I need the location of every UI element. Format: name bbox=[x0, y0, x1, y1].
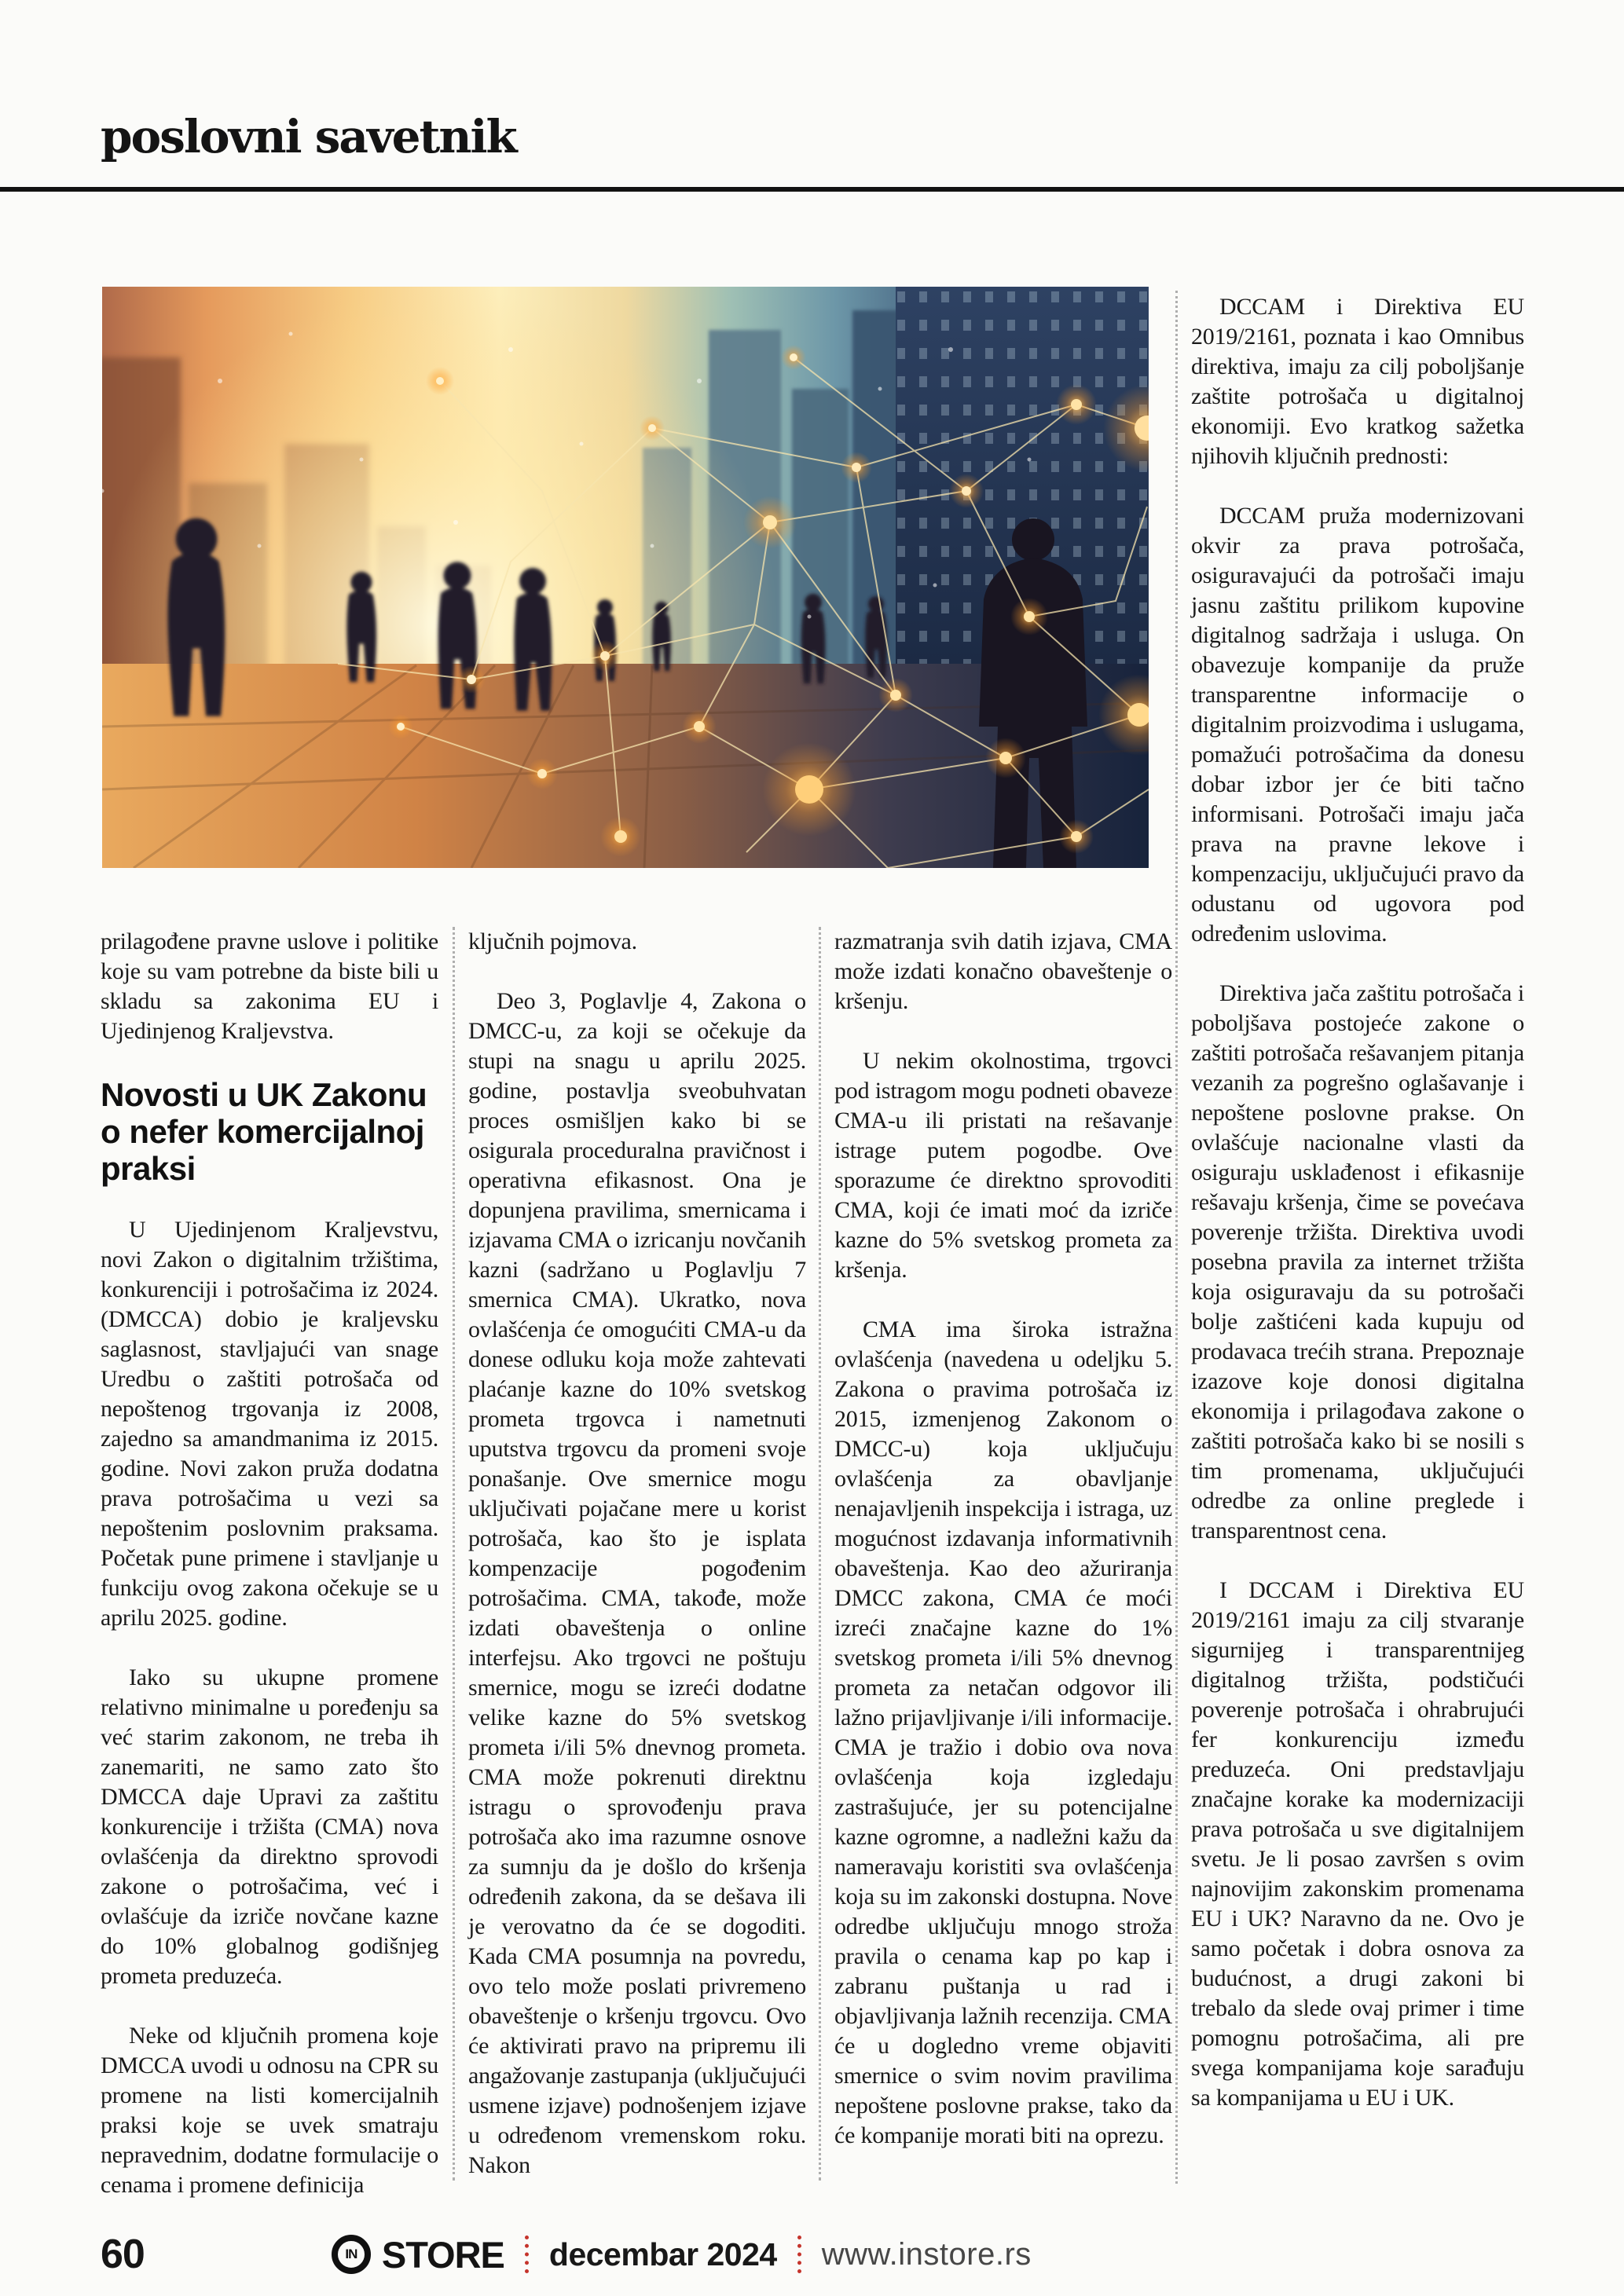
footer-divider bbox=[797, 2236, 801, 2273]
page-footer bbox=[101, 2229, 1523, 2280]
paragraph: ključnih pojmova. bbox=[468, 928, 637, 954]
cityscape-network-illustration bbox=[102, 287, 1149, 868]
paragraph: DCCAM pruža modernizovani okvir za prava potrošača, osiguravajući da potrošači imaju jasnu zaštitu prilikom kupovine digitalnog sadržaja i usluga. On obavezuje kompanije da pruže transparentne informacije o digitalnim proizvodima i uslugama, pomažući potrošačima da donesu dobar izbor jer će biti tačno informisani. Potrošači imaju jača prava na pravne lekove i kompenzaciju, uključujući pravo da odustanu od ugovora pod određenim uslovima. bbox=[1191, 503, 1524, 947]
page-number: 60 bbox=[101, 2232, 145, 2277]
paragraph: Direktiva jača zaštitu potrošača i poboljšava postojeće zakone o zaštiti potrošača rešavanjem pitanja vezanih za pogrešno oglašavanje i nepoštene poslovne prakse. On ovlašćuje nacionalne vlasti da osiguraju usklađenost i efikasnije rešavaju kršenja, čime se povećava poverenje tržišta. Direktiva uvodi posebna pravila za internet tržišta koja osiguravaju da su potrošači bolje zaštićeni kada kupuju od prodavaca trećih strana. Prepoznaje izazove koje donosi digitalna ekonomija i prilagođava zakone o zaštiti potrošača kako bi se nosili s tim promenama, uključujući odredbe za online preglede i transparentnost cena. bbox=[1191, 980, 1524, 1543]
header-rule bbox=[0, 187, 1624, 192]
text-column-3 bbox=[834, 927, 1172, 2181]
text-column-2 bbox=[468, 927, 806, 2210]
page-title: poslovni savetnik bbox=[101, 110, 516, 163]
text-column-4 bbox=[1191, 292, 1524, 2143]
paragraph: U nekim okolnostima, trgovci pod istragom mogu podneti obaveze CMA-u ili pristati na rešavanje istrage putem pogodbe. Ove sporazume će direktno sprovoditi CMA, koji će imati moć da izriče kazne do 5% svetskog prometa za kršenja. bbox=[834, 1048, 1172, 1283]
column-divider bbox=[453, 927, 455, 2181]
paragraph: Neke od ključnih promena koje DMCCA uvodi u odnosu na CPR su promene na listi komercijalnih praksi koje se uvek smatraju nepravednim, dodatne formulacije o cenama i promene definicija bbox=[101, 2023, 438, 2198]
column-divider bbox=[819, 927, 821, 2181]
column-divider bbox=[1175, 291, 1178, 2184]
paragraph: razmatranja svih datih izjava, CMA može izdati konačno obaveštenje o kršenju. bbox=[834, 928, 1172, 1014]
paragraph: prilagođene pravne uslove i politike koje su vam potrebne da biste bili u skladu sa zakonima EU i Ujedinjenog Kraljevstva. bbox=[101, 928, 438, 1044]
paragraph: U Ujedinjenom Kraljevstvu, novi Zakon o digitalnim tržištima, konkurenciji i potrošačima iz 2024. (DMCCA) dobio je kraljevsku saglasnost, stavljajući van snage Uredbu o zaštiti potrošača od nepoštenog trgovanja iz 2008, zajedno sa amandmanima iz 2015. godine. Novi zakon pruža dodatna prava potrošačima u vezi sa nepoštenim poslovnim praksama. Početak pune primene i stavljanje u funkciju ovog zakona očekuje se u aprilu 2025. godine. bbox=[101, 1217, 438, 1631]
paragraph: Deo 3, Poglavlje 4, Zakona o DMCC-u, za koji se očekuje da stupi na snagu u aprilu 2025. godine, postavlja sveobuhvatan proces osmišljen kako bi se osigurala proceduralna pravičnost i operativna efikasnost. Ona je dopunjena pravilima, smernicama i izjavama CMA o izricanju novčanih kazni (sadržano u Poglavlju 7 smernica CMA). Ukratko, nova ovlašćenja će omogućiti CMA-u da donese odluku koja može zahtevati plaćanje kazne do 10% svetskog prometa trgovca i nametnuti uputstva trgovcu da promeni svoje ponašanje. Ove smernice mogu uključivati pojačane mere u korist potrošača, kao što je isplata kompenzacije pogođenim potrošačima. CMA, takođe, može izdati obaveštenja o online interfejsu. Ako trgovci ne poštuju smernice, mogu se izreći dodatne velike kazne do 5% svetskog prometa i/ili 5% dnevnog prometa. CMA može pokrenuti direktnu istragu o sprovođenju prava potrošača ako ima razumne osnove za sumnju da je došlo do kršenja određenih zakona, da se dešava ili je verovatno da će se dogoditi. Kada CMA posumnja na povredu, ovo telo može poslati privremeno obaveštenje o kršenju trgovcu. Ovo će aktivirati pravo na pripremu ili angažovanje zastupanja (uključujući usmene izjave) podnošenjem izjave u određenom vremenskom roku. Nakon bbox=[468, 988, 806, 2178]
section-subheading: Novosti u UK Zakonu o nefer komercijalnoj praksi bbox=[101, 1076, 427, 1187]
issue-date: decembar 2024 bbox=[548, 2236, 777, 2272]
hero-image bbox=[102, 287, 1149, 868]
text-column-1 bbox=[101, 927, 438, 2230]
footer-divider bbox=[525, 2236, 529, 2273]
paragraph: Iako su ukupne promene relativno minimalne u poređenju sa već starim zakonom, ne treba ih zanemariti, ne samo zato što DMCCA daje Upravi za zaštitu konkurencije i tržišta (CMA) nova ovlašćenja da direktno sprovodi zakone o potrošačima, već i ovlašćuje da izriče novčane kazne do 10% globalnog godišnjeg prometa preduzeća. bbox=[101, 1664, 438, 1989]
website-url: www.instore.rs bbox=[821, 2236, 1032, 2272]
paragraph: DCCAM i Direktiva EU 2019/2161, poznata i kao Omnibus direktiva, imaju za cilj poboljšanje zaštite potrošača u digitalnoj ekonomiji. Evo kratkog sažetka njihovih ključnih prednosti: bbox=[1191, 294, 1524, 469]
instore-logo-icon: IN bbox=[332, 2235, 371, 2274]
paragraph: I DCCAM i Direktiva EU 2019/2161 imaju za cilj stvaranje sigurnijeg i transparentnijeg digitalnog tržišta, podstičući poverenje potrošača i ohrabrujući fer konkurenciju između preduzeća. Oni predstavljaju značajne korake ka modernizaciji prava potrošača u sve digitalnijem svetu. Je li posao završen s ovim najnovijim zakonskim promenama EU i UK? Naravno da ne. Ovo je samo početak i dobra osnova za budućnost, a drugi zakoni bi trebalo da slede ovaj primer i time pomognu potrošačima, ali pre svega kompanijama koje sarađuju sa kompanijama u EU i UK. bbox=[1191, 1577, 1524, 2111]
brand-label: STORE bbox=[381, 2233, 504, 2276]
paragraph: CMA ima široka istražna ovlašćenja (navedena u odeljku 5. Zakona o pravima potrošača iz 2015, izmenjenog Zakonom o DMCC-u) koja uključuju ovlašćenja za obavljanje nenajavljenih inspekcija i istraga, uz mogućnost izdavanja informativnih obaveštenja. Kao deo ažuriranja DMCC zakona, CMA će moći izreći značajne kazne do 1% svetskog prometa i/ili 5% dnevnog prometa za netačan odgovor ili lažno prijavljivanje i/ili informacije. CMA je tražio i dobio ova nova ovlašćenja koja izgledaju zastrašujuće, jer su potencijalne kazne ogromne, a nadležni kažu da nameravaju koristiti sva ovlašćenja koja su im zakonski dostupna. Nove odredbe uključuju mnogo stroža pravila o cenama kap po kap i zabranu puštanja u rad i objavljivanja lažnih recenzija. CMA će u dogledno vreme objaviti smernice o svim novim pravilima nepoštene poslovne prakse, tako da će kompanije morati biti na oprezu. bbox=[834, 1316, 1172, 2148]
